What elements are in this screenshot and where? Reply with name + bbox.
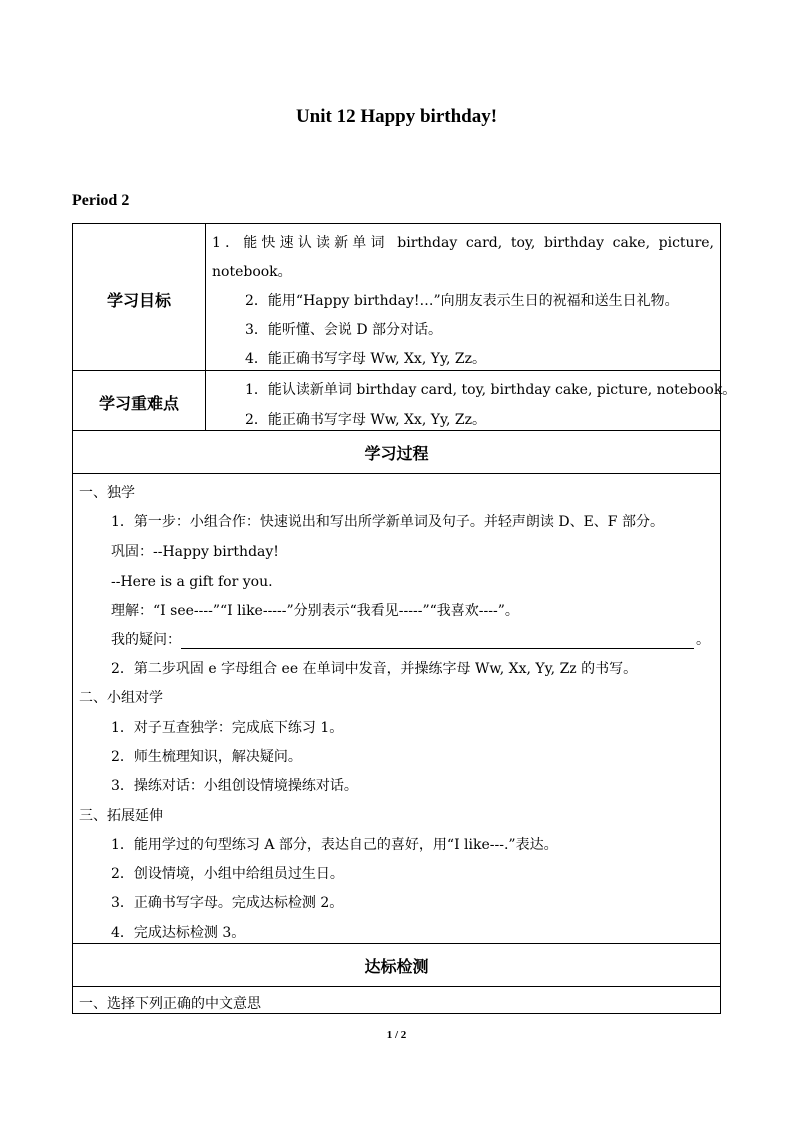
my-questions-blank[interactable] xyxy=(181,634,694,649)
row-divider xyxy=(73,473,720,474)
label-column-divider xyxy=(205,224,206,430)
section-1-line-3: --Here is a gift for you. xyxy=(111,574,273,590)
section-1-title: 一、独学 xyxy=(79,485,135,501)
period-label: Period 2 xyxy=(72,192,130,209)
section-1-line-1: 1．第一步：小组合作：快速说出和写出所学新单词及句子。并轻声朗读 D、E、F 部分。 xyxy=(111,514,664,530)
lesson-plan-table xyxy=(72,223,737,1014)
row-divider xyxy=(73,430,720,431)
row-divider xyxy=(73,986,720,987)
goal-line-1b: notebook。 xyxy=(212,264,292,280)
goal-line-4: 4．能正确书写字母 Ww, Xx, Yy, Zz。 xyxy=(245,351,487,367)
my-questions-end: 。 xyxy=(696,632,710,648)
goals-label: 学习目标 xyxy=(106,291,171,310)
key-point-line-2: 2．能正确书写字母 Ww, Xx, Yy, Zz。 xyxy=(245,412,487,428)
section-1-line-4: 理解：“I see----”“I like-----”分别表示“我看见-----”“我喜欢----”。 xyxy=(111,603,519,619)
section-1-line-2: 巩固：--Happy birthday! xyxy=(111,544,279,560)
section-3-line-4: 4．完成达标检测 3。 xyxy=(111,925,246,941)
goal-line-1: 1．能快速认读新单词 birthday card, toy, birthday cake, picture, xyxy=(212,235,714,251)
section-2-line-3: 3．操练对话：小组创设情境操练对话。 xyxy=(111,778,358,794)
section-2-line-2: 2．师生梳理知识，解决疑问。 xyxy=(111,749,302,765)
key-points-label: 学习重难点 xyxy=(98,394,179,413)
key-point-line-1: 1．能认读新单词 birthday card, toy, birthday cake, picture, notebook。 xyxy=(245,382,737,398)
section-3-line-1: 1．能用学过的句型练习 A 部分，表达自己的喜好，用“I like---.”表达。 xyxy=(111,837,558,853)
my-questions-line xyxy=(111,631,710,649)
row-divider xyxy=(73,943,720,944)
goal-line-3: 3．能听懂、会说 D 部分对话。 xyxy=(245,322,443,338)
assessment-line-1: 一、选择下列正确的中文意思 xyxy=(79,996,261,1012)
section-3-line-2: 2．创设情境，小组中给组员过生日。 xyxy=(111,866,344,882)
section-3-title: 三、拓展延伸 xyxy=(79,808,163,824)
my-questions-label: 我的疑问： xyxy=(111,632,181,648)
row-divider xyxy=(73,370,720,371)
section-2-line-1: 1．对子互查独学：完成底下练习 1。 xyxy=(111,720,344,736)
section-2-title: 二、小组对学 xyxy=(79,690,163,706)
document-title: Unit 12 Happy birthday! xyxy=(295,106,498,127)
section-3-line-3: 3．正确书写字母。完成达标检测 2。 xyxy=(111,895,344,911)
assessment-heading: 达标检测 xyxy=(364,957,429,976)
goal-line-2: 2．能用“Happy birthday!…”向朋友表示生日的祝福和送生日礼物。 xyxy=(245,293,679,309)
process-heading: 学习过程 xyxy=(364,444,429,463)
page-number: 1 / 2 xyxy=(386,1029,407,1041)
section-1-line-6: 2．第二步巩固 e 字母组合 ee 在单词中发音，并操练字母 Ww, Xx, Yy, Zz 的书写。 xyxy=(111,661,638,677)
